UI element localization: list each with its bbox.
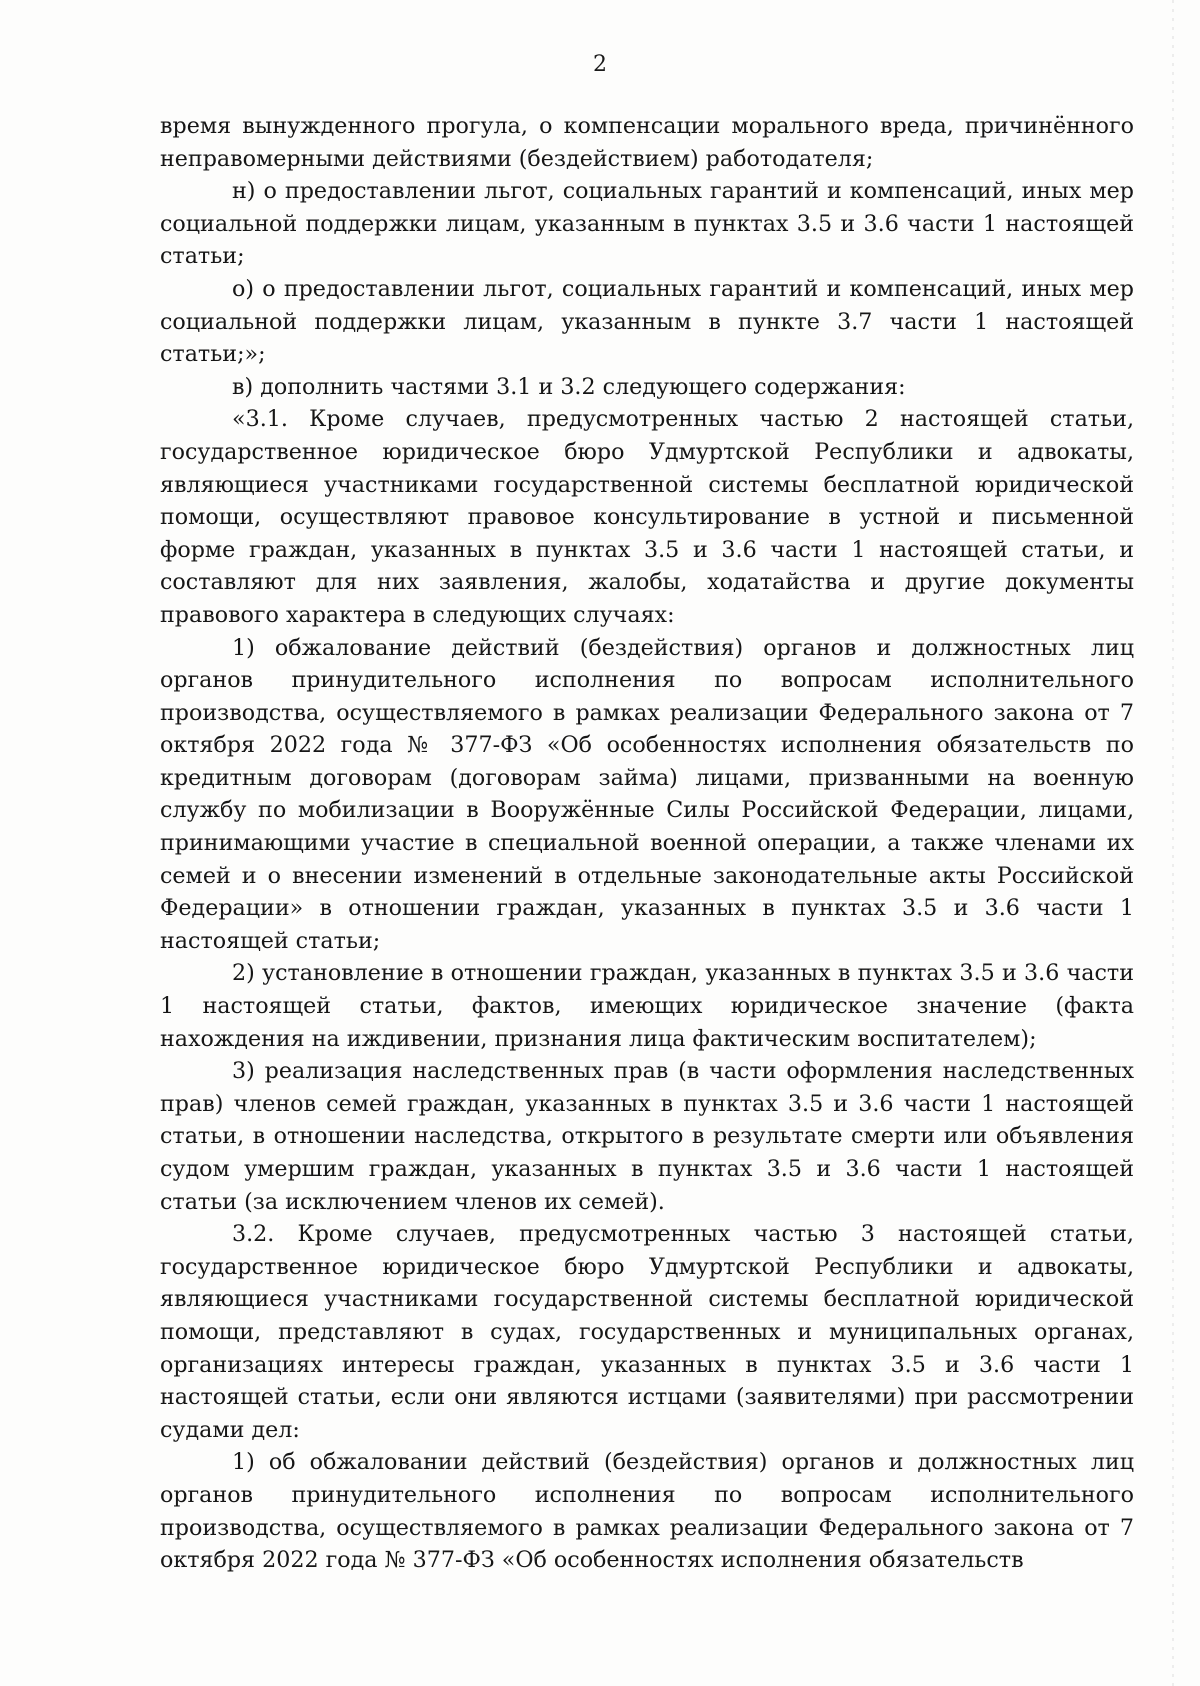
paragraph-3-1-item-1: 1) обжалование действий (бездействия) органов и должностных лиц органов принудительного исполнения по вопросам исполнительного производства, осуществляемого в рамках реализации Федерального закона от 7 октября 2022 года № 377-ФЗ «Об особенностях исполнения обязательств по кредитным договорам (договорам займа) лицами, призванными на военную службу по мобилизации в Вооружённые Силы Российской Федерации, лицами, принимающими участие в специальной военной операции, а также членами их семей и о внесении изменений в отдельные законодательные акты Российской Федерации» в отношении граждан, указанных в пунктах 3.5 и 3.6 части 1 настоящей статьи; — [160, 634, 1134, 954]
paragraph-3-1-item-2: 2) установление в отношении граждан, указанных в пунктах 3.5 и 3.6 части 1 настоящей статьи, фактов, имеющих юридическое значение (факта нахождения на иждивении, признания лица фактическим воспитателем); — [160, 960, 1134, 1052]
paragraph-3-2-item-1: 1) об обжаловании действий (бездействия) органов и должностных лиц органов принудительного исполнения по вопросам исполнительного производства, осуществляемого в рамках реализации Федерального закона от 7 октября 2022 года № 377-ФЗ «Об особенностях исполнения обязательств — [160, 1449, 1134, 1574]
document-body — [160, 110, 1134, 1577]
paragraph-item-n: н) о предоставлении льгот, социальных гарантий и компенсаций, иных мер социальной поддержки лицам, указанным в пунктах 3.5 и 3.6 части 1 настоящей статьи; — [160, 178, 1134, 270]
paragraph-continuation: время вынужденного прогула, о компенсации морального вреда, причинённого неправомерными действиями (бездействием) работодателя; — [160, 113, 1134, 172]
paragraph-part-3-2: 3.2. Кроме случаев, предусмотренных частью 3 настоящей статьи, государственное юридическое бюро Удмуртской Республики и адвокаты, являющиеся участниками государственной системы бесплатной юридической помощи, представляют в судах, государственных и муниципальных органах, организациях интересы граждан, указанных в пунктах 3.5 и 3.6 части 1 настоящей статьи, если они являются истцами (заявителями) при рассмотрении судами дел: — [160, 1221, 1134, 1443]
paragraph-item-v: в) дополнить частями 3.1 и 3.2 следующего содержания: — [232, 373, 906, 400]
paragraph-3-1-item-3: 3) реализация наследственных прав (в части оформления наследственных прав) членов семей граждан, указанных в пунктах 3.5 и 3.6 части 1 настоящей статьи, в отношении наследства, открытого в результате смерти или объявления судом умершим граждан, указанных в пунктах 3.5 и 3.6 части 1 настоящей статьи (за исключением членов их семей). — [160, 1058, 1134, 1215]
scan-edge-artifact — [1172, 0, 1174, 1686]
paragraph-item-o: о) о предоставлении льгот, социальных гарантий и компенсаций, иных мер социальной поддержки лицам, указанным в пункте 3.7 части 1 настоящей статьи;»; — [160, 275, 1134, 368]
page-number: 2 — [593, 52, 607, 77]
paragraph-part-3-1: «3.1. Кроме случаев, предусмотренных частью 2 настоящей статьи, государственное юридическое бюро Удмуртской Республики и адвокаты, являющиеся участниками государственной системы бесплатной юридической помощи, осуществляют правовое консультирование в устной и письменной форме граждан, указанных в пунктах 3.5 и 3.6 части 1 настоящей статьи, и составляют для них заявления, жалобы, ходатайства и другие документы правового характера в следующих случаях: — [160, 406, 1134, 628]
